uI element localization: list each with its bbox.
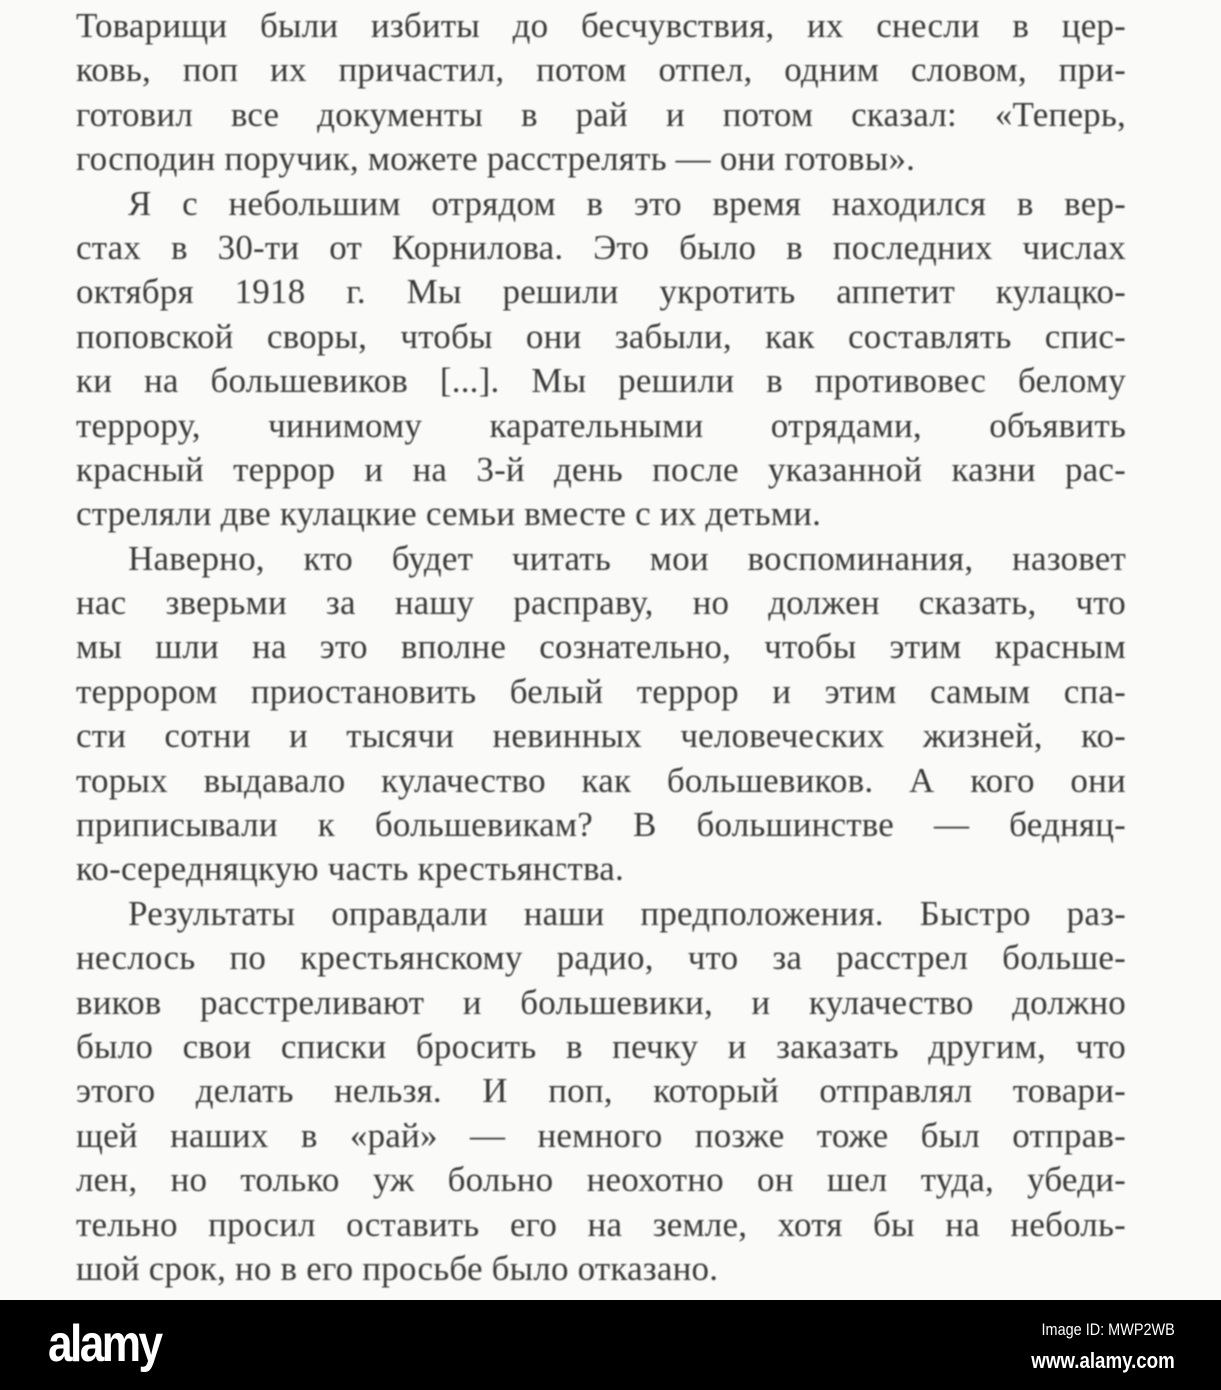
text-line: тельно просил оставить его на земле, хотя бы на неболь- [76, 1204, 1126, 1244]
text-line: красный террор и на 3-й день после указанной казни рас- [76, 449, 1126, 489]
text-line: нас зверьми за нашу расправу, но должен сказать, что [76, 583, 1126, 623]
text-line: сти сотни и тысячи невинных человеческих жизней, ко- [76, 716, 1126, 756]
alamy-logo: alamy [48, 1315, 161, 1373]
text-line: господин поручик, можете расстрелять — они готовы». [76, 139, 916, 179]
text-line: ко-середняцкую часть крестьянства. [76, 849, 624, 889]
text-line: лен, но только уж больно неохотно он шел туда, убеди- [76, 1160, 1126, 1200]
text-line: октября 1918 г. Мы решили укротить аппетит кулацко- [76, 272, 1126, 312]
text-line: готовил все документы в рай и потом сказал: «Теперь, [76, 94, 1126, 134]
text-line: было свои списки бросить в печку и заказать другим, что [76, 1026, 1126, 1066]
text-line: стреляли две кулацкие семьи вместе с их детьми. [76, 494, 822, 534]
text-line: террором приостановить белый террор и этим самым спа- [76, 671, 1126, 711]
text-line: мы шли на это вполне сознательно, чтобы этим красным [76, 627, 1126, 667]
body-text [76, 4, 1126, 1291]
text-line: ки на большевиков [...]. Мы решили в противовес белому [76, 361, 1126, 401]
text-line: этого делать нельзя. И поп, который отправлял товари- [76, 1071, 1126, 1111]
text-line: террору, чинимому карательными отрядами, объявить [76, 405, 1126, 445]
text-line: Наверно, кто будет читать мои воспоминания, назовет [128, 538, 1126, 578]
image-id-label: Image ID: MWP2WB [1041, 1320, 1175, 1339]
text-line: торых выдавало кулачество как большевиков. А кого они [76, 760, 1126, 800]
text-line: Результаты оправдали наши предположения. Быстро раз- [128, 893, 1126, 933]
text-line: щей наших в «рай» — немного позже тоже был отправ- [76, 1115, 1126, 1155]
text-line: Товарищи были избиты до бесчувствия, их снесли в цер- [76, 6, 1126, 45]
text-line: виков расстреливают и большевики, и кулачество должно [76, 982, 1126, 1022]
text-line: Я с небольшим отрядом в это время находился в вер- [128, 183, 1126, 223]
watermark-bar [0, 1300, 1221, 1390]
text-line: неслось по крестьянскому радио, что за расстрел больше- [76, 938, 1126, 978]
text-line: поповской своры, чтобы они забыли, как составлять спис- [76, 316, 1126, 356]
text-line: шой срок, но в его просьбе было отказано. [76, 1248, 719, 1288]
text-line: ковь, поп их причастил, потом отпел, одним словом, при- [76, 50, 1126, 90]
text-line: приписывали к большевикам? В большинстве — бедняц- [76, 805, 1126, 845]
text-line: стах в 30-ти от Корнилова. Это было в последних числах [76, 227, 1126, 267]
site-url: www.alamy.com [1031, 1348, 1175, 1373]
